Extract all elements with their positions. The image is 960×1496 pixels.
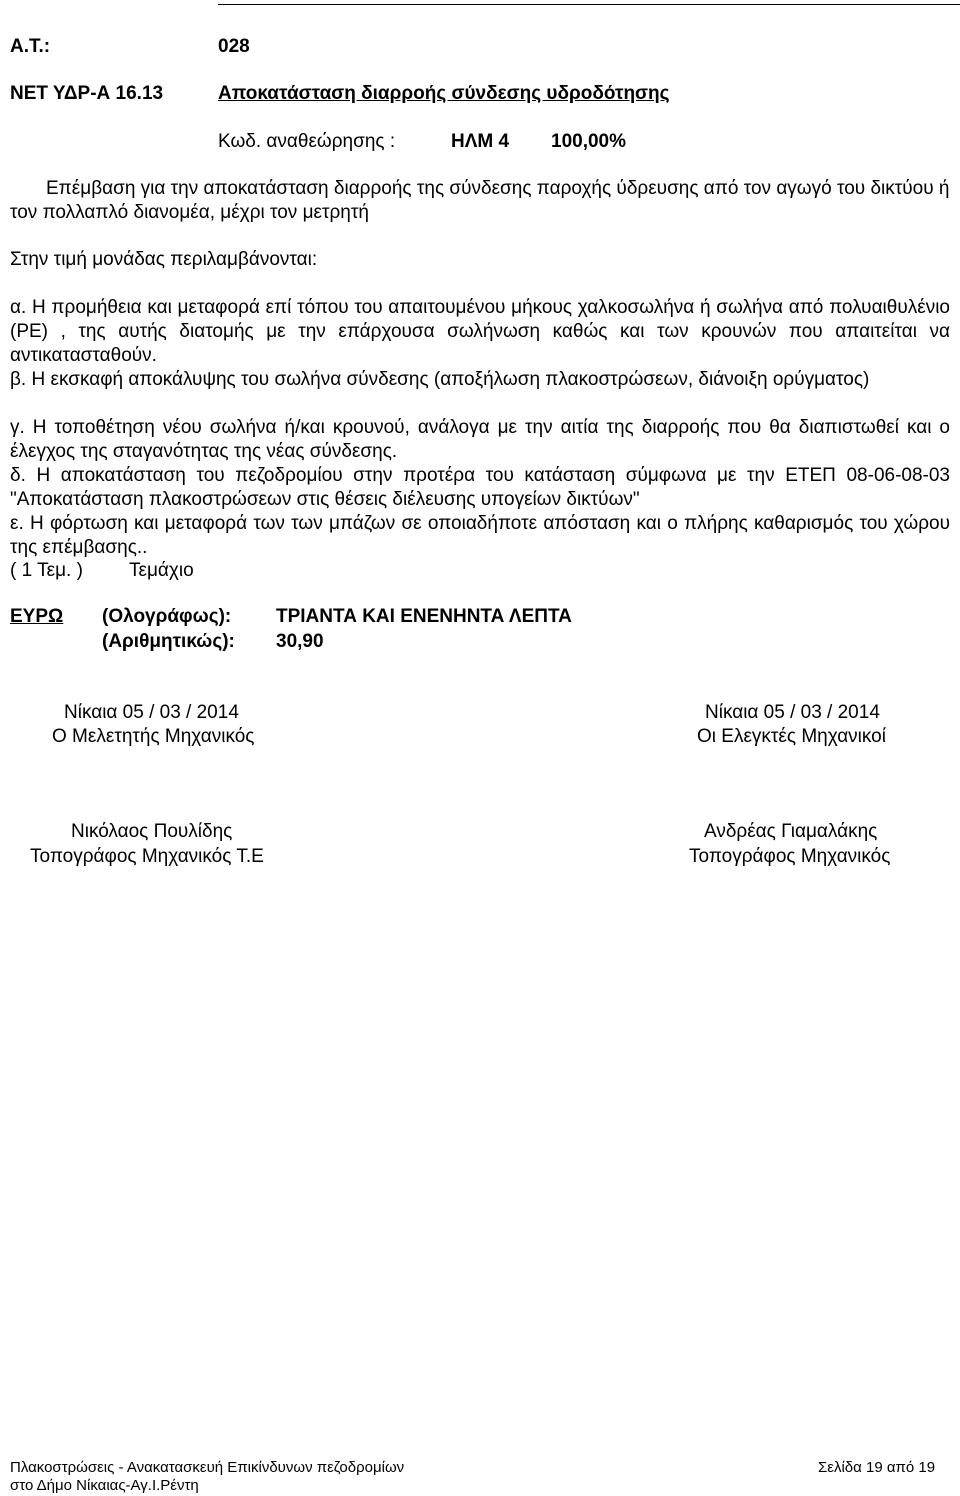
left-role: Ο Μελετητής Μηχανικός: [52, 726, 255, 747]
footer-page: Σελίδα 19 από 19: [818, 1459, 936, 1476]
footer-line1: Πλακοστρώσεις - Ανακατασκευή Επικίνδυνων πεζοδρομίων: [10, 1459, 405, 1476]
list-item-b: β. Η εκσκαφή αποκάλυψης του σωλήνα σύνδεσης (αποξήλωση πλακοστρώσεων, διάνοιξη ορύγματος): [10, 369, 870, 390]
code-label: ΝΕΤ ΥΔΡ-Α 16.13: [10, 83, 164, 104]
left-name: Νικόλαος Πουλίδης: [71, 821, 233, 842]
at-value: 028: [218, 36, 250, 57]
price-numeric-value: 30,90: [276, 631, 324, 652]
right-name: Ανδρέας Γιαμαλάκης: [704, 821, 878, 842]
right-title: Τοπογράφος Μηχανικός: [689, 846, 891, 867]
revision-percent: 100,00%: [551, 131, 627, 152]
unit-long: Τεμάχιο: [129, 560, 194, 581]
price-numeric-label: (Αριθμητικώς):: [102, 631, 235, 652]
revision-code: ΗΛΜ 4: [451, 131, 510, 152]
left-title: Τοπογράφος Μηχανικός Τ.Ε: [30, 846, 264, 867]
left-date: Νίκαια 05 / 03 / 2014: [64, 702, 239, 723]
list-item-d: δ. Η αποκατάσταση του πεζοδρομίου στην προτέρα του κατάσταση σύμφωνα με την ΕΤΕΠ 08-06-08-03 "Αποκατάσταση πλακοστρώσεων στις θέσεις διέλευσης υπογείων δικτύων": [10, 465, 950, 510]
footer-line2: στο Δήμο Νίκαιας-Αγ.Ι.Ρέντη: [10, 1477, 199, 1494]
price-words-label: (Ολογράφως):: [102, 606, 232, 627]
at-label: Α.Τ.:: [10, 36, 51, 57]
right-role: Οι Ελεγκτές Μηχανικοί: [697, 726, 886, 747]
item-title: Αποκατάσταση διαρροής σύνδεσης υδροδότησης: [218, 83, 670, 104]
price-words-value: ΤΡΙΑΝΤΑ ΚΑΙ ΕΝΕΝΗΝΤΑ ΛΕΠΤΑ: [276, 606, 572, 627]
unit-short: ( 1 Τεμ. ): [10, 560, 83, 581]
revision-label: Κωδ. αναθεώρησης :: [218, 131, 396, 152]
list-item-a: α. Η προμήθεια και μεταφορά επί τόπου του απαιτουμένου μήκους χαλκοσωλήνα ή σωλήνα από πολυαιθυλένιο (PE) , της αυτής διατομής με την επάρχουσα σωλήνωση καθώς και των κρουνών που απαιτείται να αντικατασταθούν.: [10, 297, 950, 366]
list-item-c: γ. Η τοποθέτηση νέου σωλήνα ή/και κρουνού, ανάλογα με την αιτία της διαρροής που θα διαπιστωθεί και ο έλεγχος της σταγανότητας της νέας σύνδεσης.: [10, 417, 950, 462]
top-rule: [218, 4, 960, 5]
currency-label: ΕΥΡΩ: [10, 606, 64, 627]
right-date: Νίκαια 05 / 03 / 2014: [705, 702, 880, 723]
includes-heading: Στην τιμή μονάδας περιλαμβάνονται:: [10, 249, 318, 270]
description: Επέμβαση για την αποκατάσταση διαρροής της σύνδεσης παροχής ύδρευσης από τον αγωγό του δικτύου ή τον πολλαπλό διανομέα, μέχρι τον μετρητή: [10, 178, 950, 223]
list-item-e: ε. Η φόρτωση και μεταφορά των των μπάζων σε οποιαδήποτε απόσταση και ο πλήρης καθαρισμός του χώρου της επέμβασης..: [10, 513, 950, 558]
